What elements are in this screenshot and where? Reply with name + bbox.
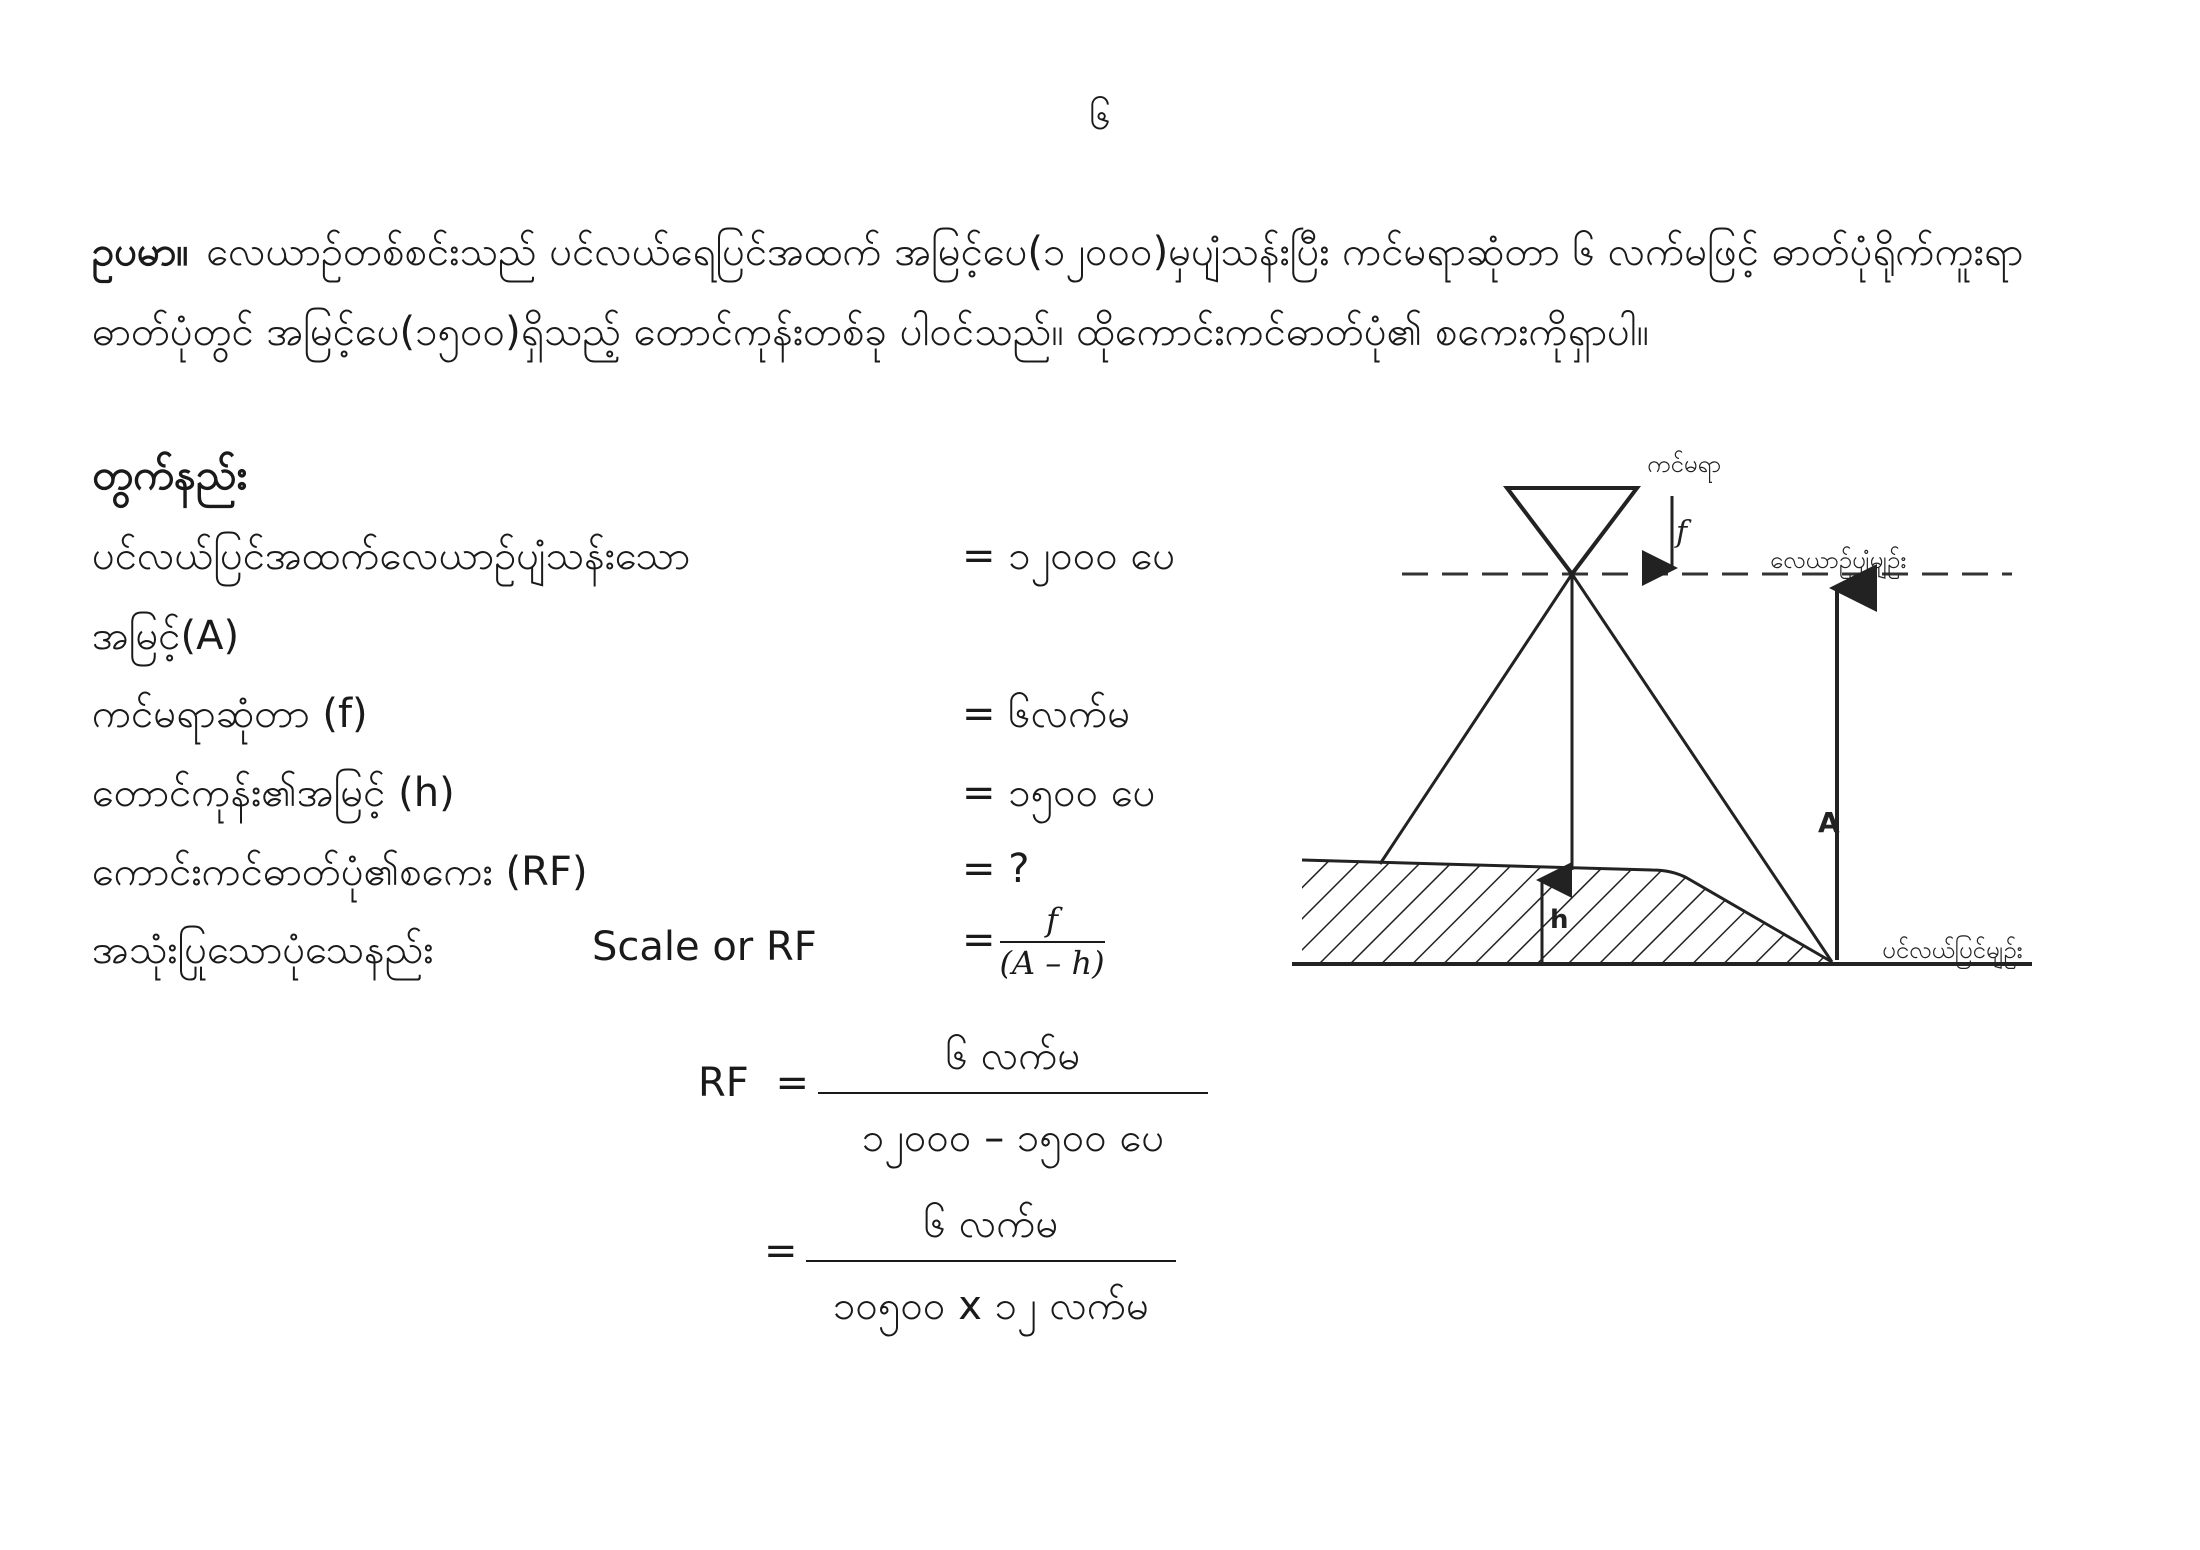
step2-fraction bbox=[806, 1198, 1176, 1328]
step2-equals: = bbox=[764, 1228, 798, 1274]
page-number: ၆ bbox=[1089, 94, 1111, 138]
aerial-photo-diagram bbox=[1292, 430, 2072, 990]
problem-text: လေယာဉ်တစ်စင်းသည် ပင်လယ်ရေပြင်အထက် အမြင့်ပေ(၁၂၀၀၀)မှပျံသန်းပြီး ကင်မရာဆုံတာ ၆ လက်မဖြင့် ဓာတ်ပုံရိုက်ကူးရာ ဓာတ်ပုံတွင် အမြင့်ပေ(၁၅၀၀)ရှိသည့် တောင်ကုန်းတစ်ခု ပါဝင်သည်။ ထိုကောင်းကင်ဓာတ်ပုံ၏ စကေးကိုရှာပါ။ bbox=[92, 229, 2024, 355]
step1-numerator: ၆ လက်မ bbox=[945, 1033, 1081, 1079]
step1-rf: RF bbox=[698, 1060, 749, 1106]
step1-equals: = bbox=[775, 1060, 810, 1106]
formula-equals: = bbox=[962, 916, 996, 963]
step2-fraction-bar bbox=[806, 1260, 1176, 1262]
solution-heading: တွက်နည်း bbox=[92, 450, 247, 499]
step2-numerator: ၆ လက်မ bbox=[923, 1201, 1059, 1247]
problem-statement bbox=[92, 212, 2132, 372]
f-label: f bbox=[1676, 515, 1688, 550]
step2-denominator: ၁၀၅၀၀ x ၁၂ လက်မ bbox=[833, 1283, 1149, 1329]
given-altitude-value: = ၁၂၀၀၀ ပေ bbox=[962, 533, 1176, 579]
camera-icon bbox=[1507, 488, 1637, 574]
formula-name: Scale or RF bbox=[592, 924, 817, 970]
step1-fraction-bar bbox=[818, 1092, 1208, 1094]
formula-denominator: (A – h) bbox=[999, 943, 1105, 982]
formula-fraction bbox=[1000, 902, 1105, 982]
formula-expression bbox=[962, 902, 1105, 982]
given-altitude-symbol: အမြင့်(A) bbox=[92, 613, 240, 659]
step1-lhs bbox=[698, 1060, 809, 1106]
ray-left bbox=[1380, 574, 1572, 864]
given-scale-label: ကောင်းကင်ဓာတ်ပုံ၏စကေး (RF) bbox=[92, 849, 588, 895]
given-focal-value: = ၆လက်မ bbox=[962, 691, 1131, 737]
step1-denominator: ၁၂၀၀၀ – ၁၅၀၀ ပေ bbox=[861, 1115, 1165, 1161]
flight-line-label: လေယာဉ်ပျံမျဉ်း bbox=[1770, 546, 1907, 574]
formula-numerator: f bbox=[1000, 902, 1105, 943]
given-altitude-label: ပင်လယ်ပြင်အထက်လေယာဉ်ပျံသန်းသော bbox=[92, 533, 691, 579]
example-label: ဥပမာ။ bbox=[92, 229, 189, 275]
given-hill-label: တောင်ကုန်း၏အမြင့် (h) bbox=[92, 770, 455, 816]
given-scale-value: = ? bbox=[962, 846, 1030, 892]
given-hill-value: = ၁၅၀၀ ပေ bbox=[962, 770, 1156, 816]
A-label: A bbox=[1818, 806, 1840, 839]
h-label: h bbox=[1550, 905, 1569, 935]
step1-fraction bbox=[818, 1030, 1208, 1160]
formula-label: အသုံးပြုသောပုံသေနည်း bbox=[92, 927, 434, 973]
given-focal-label: ကင်မရာဆုံတာ (f) bbox=[92, 691, 368, 737]
sea-level-label: ပင်လယ်ပြင်မျဉ်း bbox=[1882, 936, 2023, 964]
camera-label: ကင်မရာ bbox=[1647, 450, 1722, 478]
